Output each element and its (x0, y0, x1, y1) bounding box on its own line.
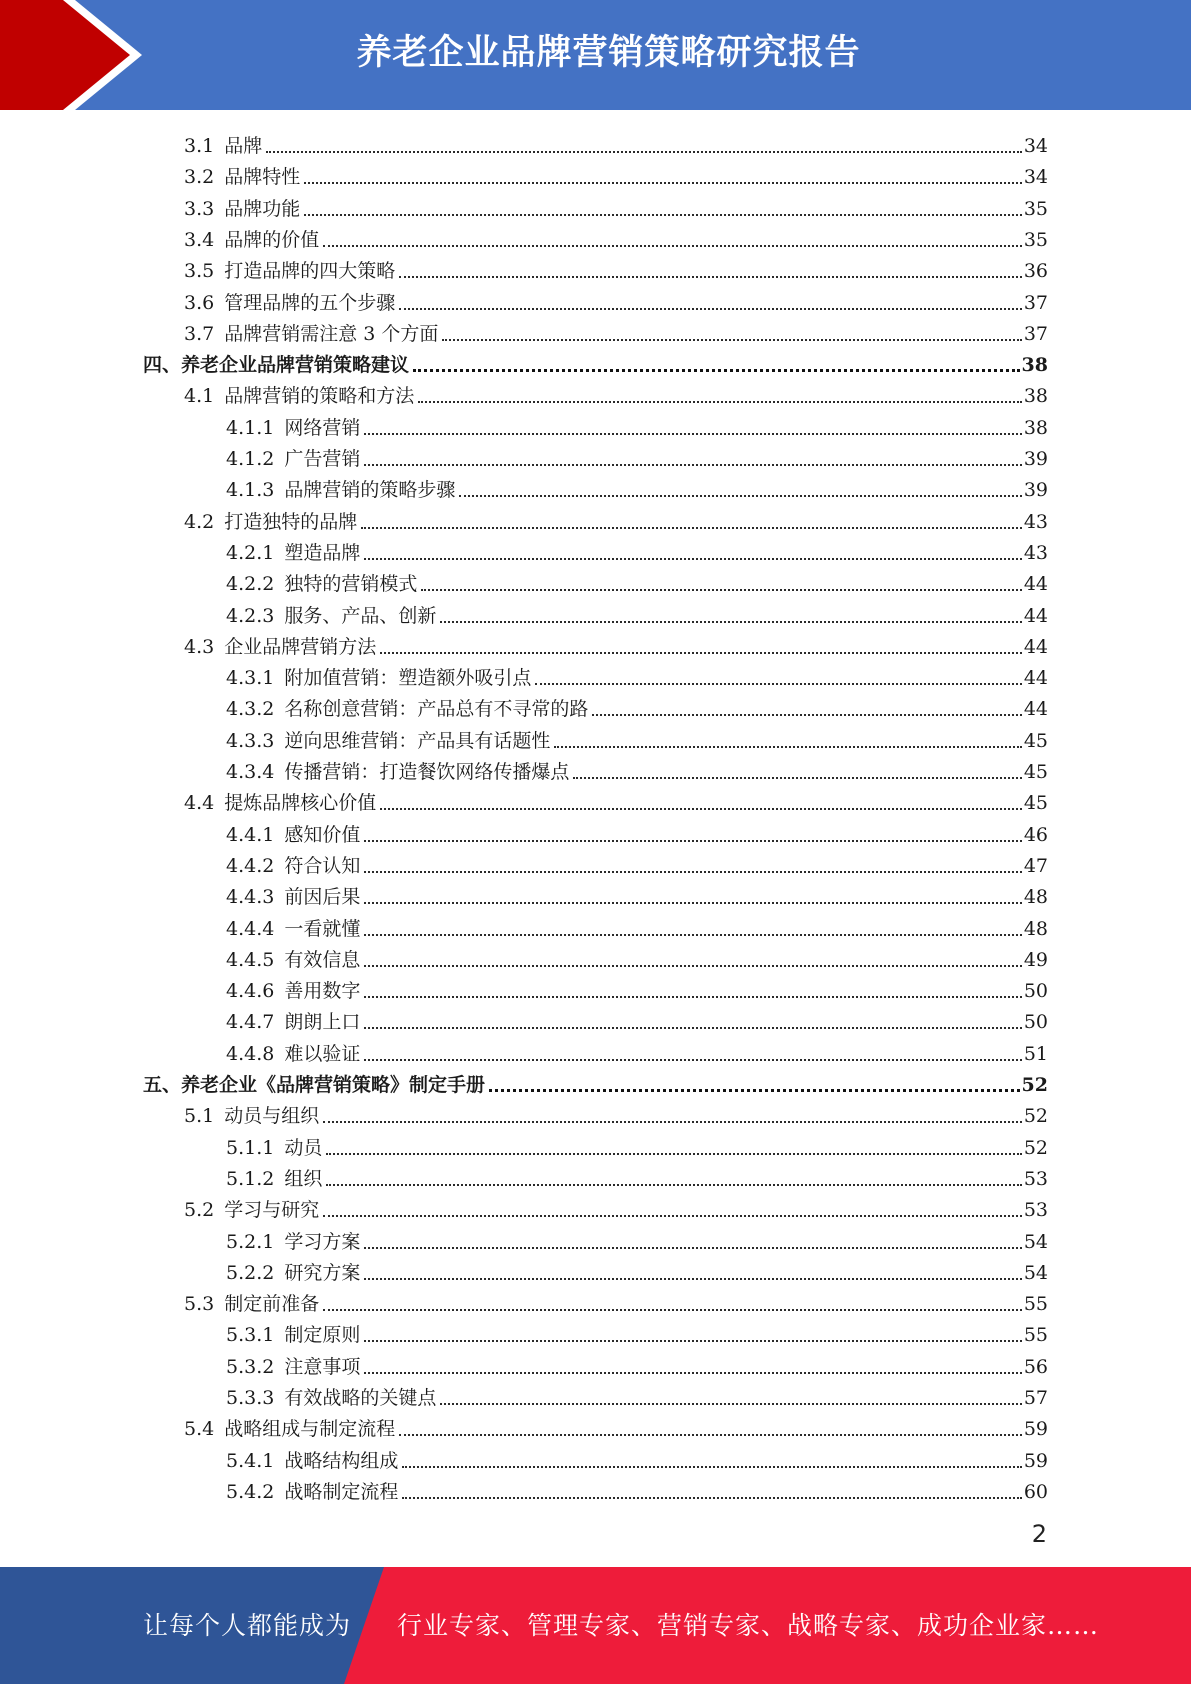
toc-entry-number: 5.3.3 (226, 1387, 275, 1409)
toc-entry-number: 5.4.2 (226, 1480, 275, 1503)
toc-dot-leader (413, 369, 1020, 372)
toc-entry-title: 难以验证 (284, 1042, 361, 1065)
toc-entry-number: 5.2 (184, 1199, 215, 1222)
toc-dot-leader (380, 808, 1022, 810)
toc-dot-leader (364, 1027, 1021, 1029)
toc-entry[interactable] (226, 471, 1048, 502)
toc-entry-page: 44 (1023, 573, 1048, 596)
toc-entry-page: 45 (1023, 729, 1048, 752)
toc-entry[interactable] (184, 1097, 1048, 1128)
toc-entry-number: 3.5 (184, 260, 215, 283)
toc-entry-page: 35 (1023, 197, 1048, 220)
toc-entry-number: 5.2.1 (226, 1230, 275, 1253)
toc-entry[interactable] (226, 1003, 1048, 1034)
toc-entry[interactable] (226, 1129, 1048, 1160)
toc-entry[interactable] (226, 565, 1048, 596)
toc-entry-title: 朗朗上口 (284, 1011, 361, 1034)
toc-entry[interactable] (226, 1223, 1048, 1254)
toc-entry-page: 43 (1023, 541, 1048, 564)
toc-entry[interactable] (226, 1160, 1048, 1191)
toc-entry-title: 传播营销：打造餐饮网络传播爆点 (284, 761, 570, 783)
toc-entry-title: 前因后果 (284, 886, 361, 909)
toc-entry-page: 48 (1023, 886, 1048, 909)
toc-entry-page: 50 (1023, 980, 1048, 1003)
toc-entry-title: 服务、产品、创新 (284, 604, 437, 627)
toc-entry[interactable] (226, 1348, 1048, 1379)
toc-entry-page: 57 (1023, 1387, 1048, 1409)
toc-dot-leader (326, 1184, 1021, 1186)
toc-dot-leader (364, 871, 1021, 873)
toc-entry-number: 4.3.2 (226, 698, 275, 721)
toc-entry-title: 附加值营销：塑造额外吸引点 (284, 667, 532, 690)
toc-entry[interactable] (184, 127, 1048, 158)
toc-entry-page: 59 (1023, 1418, 1048, 1441)
toc-dot-leader (323, 1309, 1022, 1311)
toc-dot-leader (554, 746, 1021, 748)
toc-entry-page: 50 (1023, 1011, 1048, 1034)
toc-entry-page: 44 (1023, 698, 1048, 721)
toc-dot-leader (364, 1247, 1021, 1249)
toc-entry[interactable] (226, 1035, 1048, 1066)
toc-entry-title: 提炼品牌核心价值 (224, 792, 377, 815)
toc-dot-leader (364, 996, 1021, 998)
toc-entry-title: 战略组成与制定流程 (224, 1418, 396, 1441)
toc-entry-number: 5.3.1 (226, 1324, 275, 1347)
toc-entry-title: 学习方案 (284, 1230, 361, 1253)
toc-entry-title: 管理品牌的五个步骤 (224, 291, 396, 314)
toc-dot-leader (304, 182, 1022, 184)
toc-entry-number: 5.2.2 (226, 1261, 275, 1284)
toc-entry-title: 逆向思维营销：产品具有话题性 (284, 729, 551, 752)
toc-entry-number: 4.1.1 (226, 416, 275, 439)
toc-entry-number: 5.1 (184, 1105, 215, 1128)
toc-dot-leader (364, 464, 1021, 466)
toc-dot-leader (323, 1121, 1022, 1123)
toc-entry-title: 一看就懂 (284, 917, 361, 940)
toc-entry-number: 3.3 (184, 197, 215, 220)
toc-entry-title: 打造品牌的四大策略 (224, 260, 396, 283)
toc-entry-number: 4.1.3 (226, 479, 275, 502)
toc-entry-title: 五、养老企业《品牌营销策略》制定手册 (143, 1074, 486, 1096)
toc-entry-number: 3.1 (184, 135, 215, 157)
toc-entry[interactable] (184, 503, 1048, 534)
toc-entry-page: 54 (1023, 1230, 1048, 1253)
toc-entry[interactable] (184, 158, 1048, 189)
toc-entry-title: 有效信息 (284, 948, 361, 971)
toc-entry-number: 5.4.1 (226, 1449, 275, 1472)
toc-entry-page: 44 (1023, 635, 1048, 658)
toc-entry-title: 符合认知 (284, 854, 361, 877)
toc-entry-page: 52 (1023, 1105, 1048, 1128)
toc-entry-number: 4.2.1 (226, 541, 275, 564)
toc-dot-leader (399, 1434, 1022, 1436)
toc-entry-title: 企业品牌营销方法 (224, 635, 377, 658)
toc-entry[interactable] (226, 1379, 1048, 1410)
toc-entry-page: 37 (1023, 322, 1048, 345)
toc-entry-page: 38 (1023, 385, 1048, 408)
toc-entry-page: 34 (1023, 166, 1048, 189)
toc-entry-page: 38 (1021, 354, 1048, 377)
toc-entry-page: 37 (1023, 291, 1048, 314)
toc-entry-title: 品牌营销的策略步骤 (284, 479, 456, 502)
toc-entry[interactable] (184, 1410, 1048, 1441)
toc-dot-leader (364, 433, 1021, 435)
toc-dot-leader (323, 245, 1022, 247)
toc-entry-number: 4.2.3 (226, 604, 275, 627)
toc-entry-number: 4.3 (184, 635, 215, 658)
toc-entry-title: 品牌功能 (224, 197, 301, 220)
page-footer (0, 1567, 1191, 1684)
toc-entry-page: 44 (1023, 667, 1048, 690)
toc-dot-leader (573, 777, 1021, 779)
toc-entry-number: 4.4.4 (226, 917, 275, 940)
toc-entry[interactable] (184, 377, 1048, 408)
toc-entry[interactable] (226, 1442, 1048, 1473)
toc-dot-leader (442, 339, 1021, 341)
toc-entry-title: 战略制定流程 (284, 1480, 399, 1503)
toc-entry-page: 55 (1023, 1324, 1048, 1347)
toc-entry[interactable] (184, 252, 1048, 283)
toc-entry-title: 战略结构组成 (284, 1449, 399, 1472)
toc-entry-number: 4.2.2 (226, 573, 275, 596)
toc-chapter-entry[interactable] (143, 346, 1048, 377)
toc-dot-leader (323, 1215, 1022, 1217)
toc-dot-leader (421, 589, 1021, 591)
toc-dot-leader (364, 1278, 1021, 1280)
toc-entry-title: 制定前准备 (224, 1293, 320, 1316)
toc-entry[interactable] (226, 1473, 1048, 1504)
toc-entry[interactable] (226, 722, 1048, 753)
toc-entry-title: 独特的营销模式 (284, 573, 418, 596)
toc-entry-number: 4.1 (184, 385, 215, 408)
toc-entry-number: 3.6 (184, 291, 215, 314)
toc-entry[interactable] (226, 847, 1048, 878)
toc-entry-number: 4.4.6 (226, 980, 275, 1003)
toc-entry[interactable] (226, 878, 1048, 909)
toc-entry[interactable] (184, 190, 1048, 221)
toc-dot-leader (364, 934, 1021, 936)
toc-entry-title: 有效战略的关键点 (284, 1387, 437, 1409)
toc-entry-title: 品牌的价值 (224, 228, 320, 251)
toc-entry-page: 52 (1023, 1136, 1048, 1159)
toc-entry[interactable] (226, 440, 1048, 471)
toc-entry[interactable] (184, 221, 1048, 252)
toc-entry[interactable] (226, 753, 1048, 784)
footer-slogan-left: 让每个人都能成为 (143, 1611, 352, 1640)
toc-entry-page: 54 (1023, 1261, 1048, 1284)
toc-dot-leader (364, 840, 1021, 842)
toc-entry-number: 4.4.8 (226, 1042, 275, 1065)
toc-entry[interactable] (226, 659, 1048, 690)
toc-entry-number: 3.4 (184, 228, 215, 251)
toc-entry-number: 4.4.3 (226, 886, 275, 909)
toc-entry-title: 广告营销 (284, 448, 361, 470)
toc-entry[interactable] (226, 534, 1048, 565)
toc-entry-number: 4.1.2 (226, 448, 275, 470)
toc-entry-number: 5.1.2 (226, 1167, 275, 1190)
toc-entry-page: 44 (1023, 604, 1048, 627)
page-header (0, 0, 1191, 111)
toc-dot-leader (364, 1372, 1021, 1374)
toc-entry[interactable] (184, 628, 1048, 659)
toc-dot-leader (402, 1466, 1021, 1468)
toc-entry-title: 网络营销 (284, 416, 361, 439)
toc-dot-leader (535, 683, 1021, 685)
toc-entry-number: 4.4.7 (226, 1011, 275, 1034)
toc-entry-number: 5.3 (184, 1293, 215, 1316)
toc-entry-number: 4.3.4 (226, 761, 275, 783)
toc-dot-leader (364, 965, 1021, 967)
toc-entry-number: 5.3.2 (226, 1355, 275, 1378)
toc-dot-leader (364, 558, 1021, 560)
toc-entry-number: 4.3.1 (226, 667, 275, 690)
toc-entry-number: 4.4.5 (226, 948, 275, 971)
toc-entry[interactable] (226, 1254, 1048, 1285)
toc-dot-leader (399, 276, 1022, 278)
toc-entry-page: 59 (1023, 1449, 1048, 1472)
toc-dot-leader (326, 1153, 1021, 1155)
toc-entry-title: 品牌营销的策略和方法 (224, 385, 415, 408)
toc-dot-leader (489, 1089, 1020, 1092)
toc-entry[interactable] (184, 784, 1048, 815)
toc-entry-title: 制定原则 (284, 1324, 361, 1347)
toc-entry-number: 4.3.3 (226, 729, 275, 752)
report-title: 养老企业品牌营销策略研究报告 (356, 33, 861, 73)
toc-entry-title: 四、养老企业品牌营销策略建议 (143, 354, 410, 377)
page-number: 2 (1031, 1520, 1047, 1548)
toc-entry-page: 55 (1023, 1293, 1048, 1316)
footer-slogan-right: 行业专家、管理专家、营销专家、战略专家、成功企业家…… (397, 1611, 1100, 1640)
toc-entry-title: 研究方案 (284, 1261, 361, 1284)
toc-entry[interactable] (226, 597, 1048, 628)
toc-entry-page: 53 (1023, 1199, 1048, 1222)
toc-entry-page: 51 (1023, 1042, 1048, 1065)
toc-entry-title: 塑造品牌 (284, 541, 361, 564)
toc-dot-leader (399, 308, 1022, 310)
toc-entry-title: 动员与组织 (224, 1105, 320, 1128)
toc-entry-page: 34 (1023, 135, 1048, 157)
toc-entry[interactable] (184, 1191, 1048, 1222)
toc-entry[interactable] (226, 816, 1048, 847)
toc-entry-number: 4.2 (184, 510, 215, 533)
toc-entry-page: 56 (1023, 1355, 1048, 1378)
toc-entry-title: 善用数字 (284, 980, 361, 1003)
toc-entry[interactable] (226, 972, 1048, 1003)
toc-entry[interactable] (184, 315, 1048, 346)
toc-entry-number: 4.4 (184, 792, 215, 815)
toc-dot-leader (402, 1497, 1021, 1499)
toc-entry-page: 38 (1023, 416, 1048, 439)
toc-entry-page: 45 (1023, 792, 1048, 815)
toc-entry-page: 39 (1023, 479, 1048, 502)
toc-entry-page: 39 (1023, 448, 1048, 470)
toc-entry-page: 52 (1021, 1074, 1048, 1096)
toc-entry-page: 45 (1023, 761, 1048, 783)
toc-dot-leader (380, 652, 1022, 654)
toc-entry-page: 36 (1023, 260, 1048, 283)
toc-entry-page: 49 (1023, 948, 1048, 971)
toc-dot-leader (364, 1340, 1021, 1342)
toc-dot-leader (364, 1059, 1021, 1061)
toc-entry[interactable] (226, 690, 1048, 721)
toc-entry[interactable] (184, 1285, 1048, 1316)
toc-entry[interactable] (226, 910, 1048, 941)
toc-entry-page: 43 (1023, 510, 1048, 533)
toc-entry-title: 注意事项 (284, 1355, 361, 1378)
toc-entry-page: 46 (1023, 823, 1048, 846)
toc-dot-leader (592, 714, 1021, 716)
toc-entry-page: 60 (1023, 1480, 1048, 1503)
toc-entry-number: 3.7 (184, 322, 215, 345)
toc-dot-leader (440, 1403, 1021, 1405)
toc-entry-number: 5.4 (184, 1418, 215, 1441)
toc-dot-leader (459, 495, 1021, 497)
toc-entry[interactable] (226, 941, 1048, 972)
toc-chapter-entry[interactable] (143, 1066, 1048, 1097)
toc-entry-number: 5.1.1 (226, 1136, 275, 1159)
toc-entry-title: 名称创意营销：产品总有不寻常的路 (284, 698, 589, 721)
toc-entry-title: 感知价值 (284, 823, 361, 846)
toc-entry[interactable] (226, 409, 1048, 440)
toc-dot-leader (440, 621, 1021, 623)
toc-entry-title: 打造独特的品牌 (224, 510, 358, 533)
toc-entry-title: 品牌特性 (224, 166, 301, 189)
toc-entry-number: 4.4.2 (226, 854, 275, 877)
toc-entry-page: 35 (1023, 228, 1048, 251)
toc-dot-leader (364, 902, 1021, 904)
toc-entry-title: 品牌 (224, 135, 263, 157)
toc-entry[interactable] (184, 284, 1048, 315)
toc-entry-page: 47 (1023, 854, 1048, 877)
toc-entry-title: 动员 (284, 1136, 323, 1159)
toc-entry-page: 48 (1023, 917, 1048, 940)
toc-entry-title: 组织 (284, 1167, 323, 1190)
toc-entry-number: 3.2 (184, 166, 215, 189)
toc-entry[interactable] (226, 1316, 1048, 1347)
toc-entry-title: 品牌营销需注意 3 个方面 (224, 322, 439, 345)
toc-dot-leader (304, 214, 1022, 216)
toc-dot-leader (418, 401, 1022, 403)
toc-entry-page: 53 (1023, 1167, 1048, 1190)
toc-entry-number: 4.4.1 (226, 823, 275, 846)
toc-dot-leader (361, 527, 1022, 529)
toc-dot-leader (266, 151, 1022, 153)
toc-entry-title: 学习与研究 (224, 1199, 320, 1222)
